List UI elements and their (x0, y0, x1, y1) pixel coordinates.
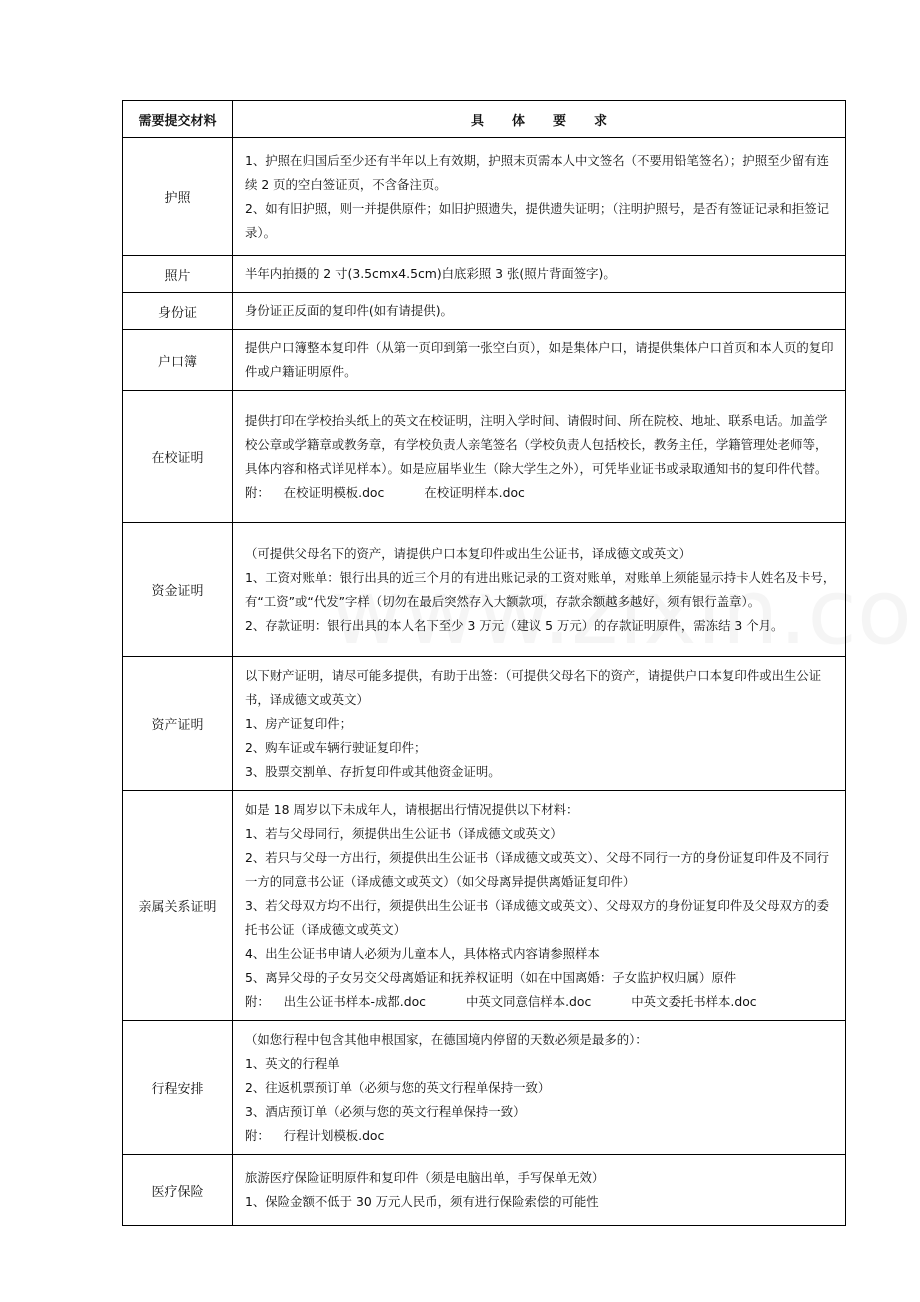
attachments-line (245, 1124, 839, 1148)
attachments-label: 附： (245, 1127, 270, 1143)
material-name: 户口簿 (123, 330, 233, 391)
requirement-line: 2、存款证明：银行出具的本人名下至少 3 万元（建议 5 万元）的存款证明原件，需冻结 3 个月。 (245, 617, 784, 633)
material-requirement (233, 1021, 846, 1155)
material-name: 医疗保险 (123, 1155, 233, 1226)
material-requirement (233, 523, 846, 657)
requirement-line: 1、护照在归国后至少还有半年以上有效期，护照末页需本人中文签名（不要用铅笔签名）；护照至少留有连续 2 页的空白签证页，不含备注页。 (245, 152, 830, 192)
requirement-line: 2、若只与父母一方出行，须提供出生公证书（译成德文或英文）、父母不同行一方的身份证复印件及不同行一方的同意书公证（译成德文或英文）（如父母离异提供离婚证复印件） (245, 849, 830, 889)
requirement-line: 1、房产证复印件； (245, 715, 353, 731)
material-requirement (233, 293, 846, 330)
requirement-line: 身份证正反面的复印件(如有请提供)。 (245, 303, 453, 318)
table-header-row (123, 101, 846, 138)
material-requirement (233, 256, 846, 293)
requirement-line: 提供打印在学校抬头纸上的英文在校证明，注明入学时间、请假时间、所在院校、地址、联系电话。加盖学校公章或学籍章或教务章，有学校负责人亲笔签名（学校负责人包括校长，教务主任，学籍管理处老师等，具体内容和格式详见样本）。如是应届毕业生（除大学生之外），可凭毕业证书或录取通知书的复印件代替。 (245, 412, 828, 476)
material-name: 护照 (123, 138, 233, 256)
requirement-line: 5、离异父母的子女另交父母离婚证和抚养权证明（如在中国离婚：子女监护权归属）原件 (245, 969, 737, 985)
requirement-line: 1、若与父母同行，须提供出生公证书（译成德文或英文） (245, 825, 563, 841)
requirement-line: （如您行程中包含其他申根国家，在德国境内停留的天数必须是最多的）： (245, 1031, 648, 1047)
attachment-link[interactable]: 行程计划模板.doc (283, 1127, 385, 1143)
material-requirement (233, 391, 846, 523)
header-materials: 需要提交材料 (123, 101, 233, 138)
table-row (123, 256, 846, 293)
requirement-line: 1、英文的行程单 (245, 1055, 340, 1071)
table-row (123, 138, 846, 256)
material-name: 身份证 (123, 293, 233, 330)
requirement-line: 1、保险金额不低于 30 万元人民币，须有进行保险索偿的可能性 (245, 1194, 599, 1209)
requirement-line: 3、股票交割单、存折复印件或其他资金证明。 (245, 763, 501, 779)
attachment-link[interactable]: 中英文委托书样本.doc (631, 993, 757, 1009)
requirement-line: 以下财产证明，请尽可能多提供，有助于出签：（可提供父母名下的资产，请提供户口本复印件或出生公证书，译成德文或英文） (245, 667, 822, 707)
requirement-line: 2、如有旧护照，则一并提供原件；如旧护照遗失，提供遗失证明；（注明护照号，是否有签证记录和拒签记录）。 (245, 200, 830, 240)
table-row (123, 1155, 846, 1226)
attachments-line (245, 481, 839, 505)
requirement-line: 如是 18 周岁以下未成年人，请根据出行情况提供以下材料： (245, 801, 579, 817)
material-name: 行程安排 (123, 1021, 233, 1155)
material-name: 亲属关系证明 (123, 791, 233, 1021)
requirement-line: 1、工资对账单：银行出具的近三个月的有进出账记录的工资对账单，对账单上须能显示持卡人姓名及卡号，有“工资”或“代发”字样（切勿在最后突然存入大额款项，存款余额越多越好，须有银行盖章）。 (245, 569, 836, 609)
attachment-link[interactable]: 出生公证书样本-成都.doc (283, 993, 426, 1009)
requirement-line: 半年内拍摄的 2 寸(3.5cmx4.5cm)白底彩照 3 张(照片背面签字)。 (245, 266, 616, 281)
material-name: 照片 (123, 256, 233, 293)
attachments-line (245, 990, 839, 1014)
attachments-label: 附： (245, 993, 270, 1009)
table-row (123, 330, 846, 391)
material-name: 资金证明 (123, 523, 233, 657)
requirement-line: 2、往返机票预订单（必须与您的英文行程单保持一致） (245, 1079, 551, 1095)
table-row (123, 1021, 846, 1155)
table-row (123, 523, 846, 657)
material-requirement (233, 1155, 846, 1226)
material-requirement (233, 791, 846, 1021)
requirement-line: 旅游医疗保险证明原件和复印件（须是电脑出单，手写保单无效） (245, 1170, 605, 1185)
material-requirement (233, 657, 846, 791)
table-row (123, 791, 846, 1021)
attachment-link[interactable]: 在校证明模板.doc (283, 484, 385, 500)
material-requirement (233, 138, 846, 256)
requirement-line: 3、若父母双方均不出行，须提供出生公证书（译成德文或英文）、父母双方的身份证复印件及父母双方的委托书公证（译成德文或英文） (245, 897, 830, 937)
table-row (123, 657, 846, 791)
table-row (123, 391, 846, 523)
attachment-link[interactable]: 在校证明样本.doc (424, 484, 525, 500)
attachments-label: 附： (245, 484, 270, 500)
table-row (123, 293, 846, 330)
header-requirements: 具体要求 (233, 101, 846, 138)
attachment-link[interactable]: 中英文同意信样本.doc (465, 993, 592, 1009)
requirement-line: 提供户口簿整本复印件（从第一页印到第一张空白页），如是集体户口，请提供集体户口首页和本人页的复印件或户籍证明原件。 (245, 340, 834, 379)
material-name: 在校证明 (123, 391, 233, 523)
requirement-line: 4、出生公证书申请人必须为儿童本人，具体格式内容请参照样本 (245, 945, 600, 961)
requirements-table (122, 100, 846, 1226)
material-requirement (233, 330, 846, 391)
requirement-line: 3、酒店预订单（必须与您的英文行程单保持一致） (245, 1103, 526, 1119)
requirement-line: 2、购车证或车辆行驶证复印件； (245, 739, 427, 755)
material-name: 资产证明 (123, 657, 233, 791)
requirement-line: （可提供父母名下的资产，请提供户口本复印件或出生公证书，译成德文或英文） (245, 545, 692, 561)
